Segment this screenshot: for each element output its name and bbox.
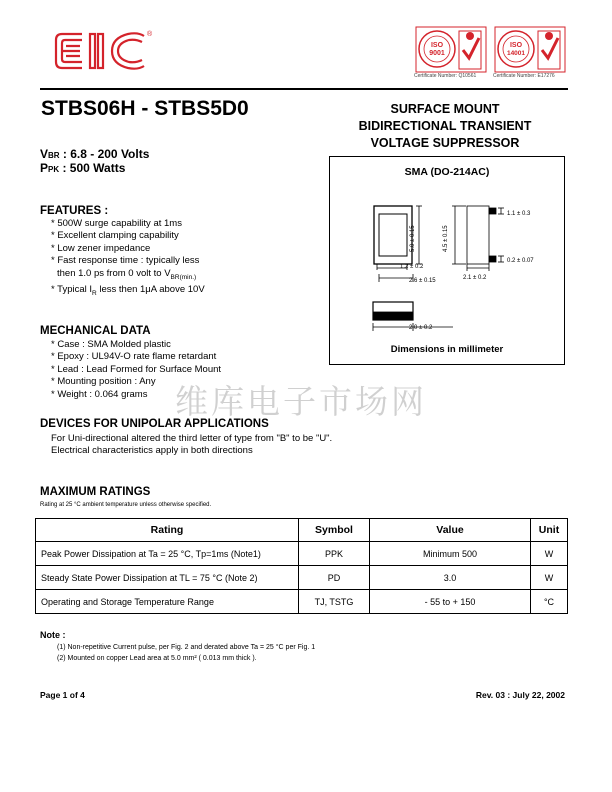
iso-14001-badge <box>494 26 566 80</box>
iso-9001-badge <box>415 26 487 80</box>
page-title: STBS06H - STBS5D0 <box>41 97 249 120</box>
table-row: Steady State Power Dissipation at TL = 75 °C (Note 2) PD 3.0 W <box>36 566 568 590</box>
ppk-spec: PPK : 500 Watts <box>40 161 126 175</box>
ratings-heading: MAXIMUM RATINGS <box>40 486 151 498</box>
svg-text:14001: 14001 <box>506 50 526 57</box>
svg-text:2.6 ± 0.15: 2.6 ± 0.15 <box>409 278 436 284</box>
col-unit: Unit <box>531 519 568 542</box>
cert1-label: Certificate Number: Q10561 <box>414 73 477 79</box>
page-number: Page 1 of 4 <box>40 690 85 700</box>
note-1: (1) Non-repetitive Current pulse, per Fig. 2 and derated above Ta = 25 °C per Fig. 1 <box>57 644 316 651</box>
product-subtitle: SURFACE MOUNT BIDIRECTIONAL TRANSIENT VOLTAGE SUPPRESSOR <box>358 102 532 150</box>
eic-logo <box>52 26 162 76</box>
svg-text:0.2 ± 0.07: 0.2 ± 0.07 <box>507 258 534 264</box>
svg-text:2.0 ± 0.2: 2.0 ± 0.2 <box>409 325 433 331</box>
col-symbol: Symbol <box>299 519 370 542</box>
logo-text: EIC <box>52 26 54 27</box>
header-rule <box>40 88 568 90</box>
svg-text:1.2 ± 0.2: 1.2 ± 0.2 <box>400 264 424 270</box>
cert2-label: Certificate Number: E17276 <box>493 73 555 79</box>
col-rating: Rating <box>36 519 299 542</box>
vbr-spec: VBR : 6.8 - 200 Volts <box>40 147 150 161</box>
package-drawing <box>329 156 565 346</box>
svg-text:1.1 ± 0.3: 1.1 ± 0.3 <box>507 211 531 217</box>
col-value: Value <box>370 519 531 542</box>
table-row: Operating and Storage Temperature Range TJ, TSTG - 55 to + 150 °C <box>36 590 568 614</box>
package-footer: Dimensions in millimeter <box>390 344 504 355</box>
package-title: SMA (DO-214AC) <box>404 166 490 178</box>
svg-text:2.1 ± 0.2: 2.1 ± 0.2 <box>463 275 487 281</box>
svg-text:ISO: ISO <box>430 42 444 49</box>
watermark: 维库电子市场网 <box>175 382 427 421</box>
unipolar-text: For Uni-directional altered the third letter of type from "B" to be "U". Electrical characteristics apply in both directions <box>51 433 333 457</box>
notes-heading: Note : <box>40 630 66 640</box>
features-list: * 500W surge capability at 1ms * Excellent clamping capability * Low zener impedance * Fast response time : typically less then 1.0 ps from 0 volt to $V_{BR(min.)}$ * Typical $I_R$ less then 1μA above 10V <box>51 218 205 297</box>
mechanical-heading: MECHANICAL DATA <box>40 325 151 337</box>
table-row: Peak Power Dissipation at Ta = 25 °C, Tp=1ms (Note1) PPK Minimum 500 W <box>36 542 568 566</box>
svg-text:®: ® <box>147 31 153 38</box>
ratings-table <box>35 518 568 614</box>
note-2: (2) Mounted on copper Lead area at 5.0 mm² ( 0.013 mm thick ). <box>57 655 257 662</box>
table-header-row <box>36 519 568 542</box>
ratings-subheading: Rating at 25 °C ambient temperature unless otherwise specified. <box>40 502 212 508</box>
svg-text:4.5 ± 0.15: 4.5 ± 0.15 <box>443 225 449 252</box>
mechanical-list: * Case : SMA Molded plastic * Epoxy : UL94V-O rate flame retardant * Lead : Lead Formed for Surface Mount * Mounting position : Any * Weight : 0.064 grams <box>51 339 222 400</box>
svg-text:9001: 9001 <box>429 50 445 57</box>
svg-text:5.0 ± 0.15: 5.0 ± 0.15 <box>410 225 416 252</box>
revision: Rev. 03 : July 22, 2002 <box>475 690 565 700</box>
unipolar-heading: DEVICES FOR UNIPOLAR APPLICATIONS <box>40 418 269 430</box>
features-heading: FEATURES : <box>40 205 109 217</box>
svg-text:ISO: ISO <box>509 42 523 49</box>
